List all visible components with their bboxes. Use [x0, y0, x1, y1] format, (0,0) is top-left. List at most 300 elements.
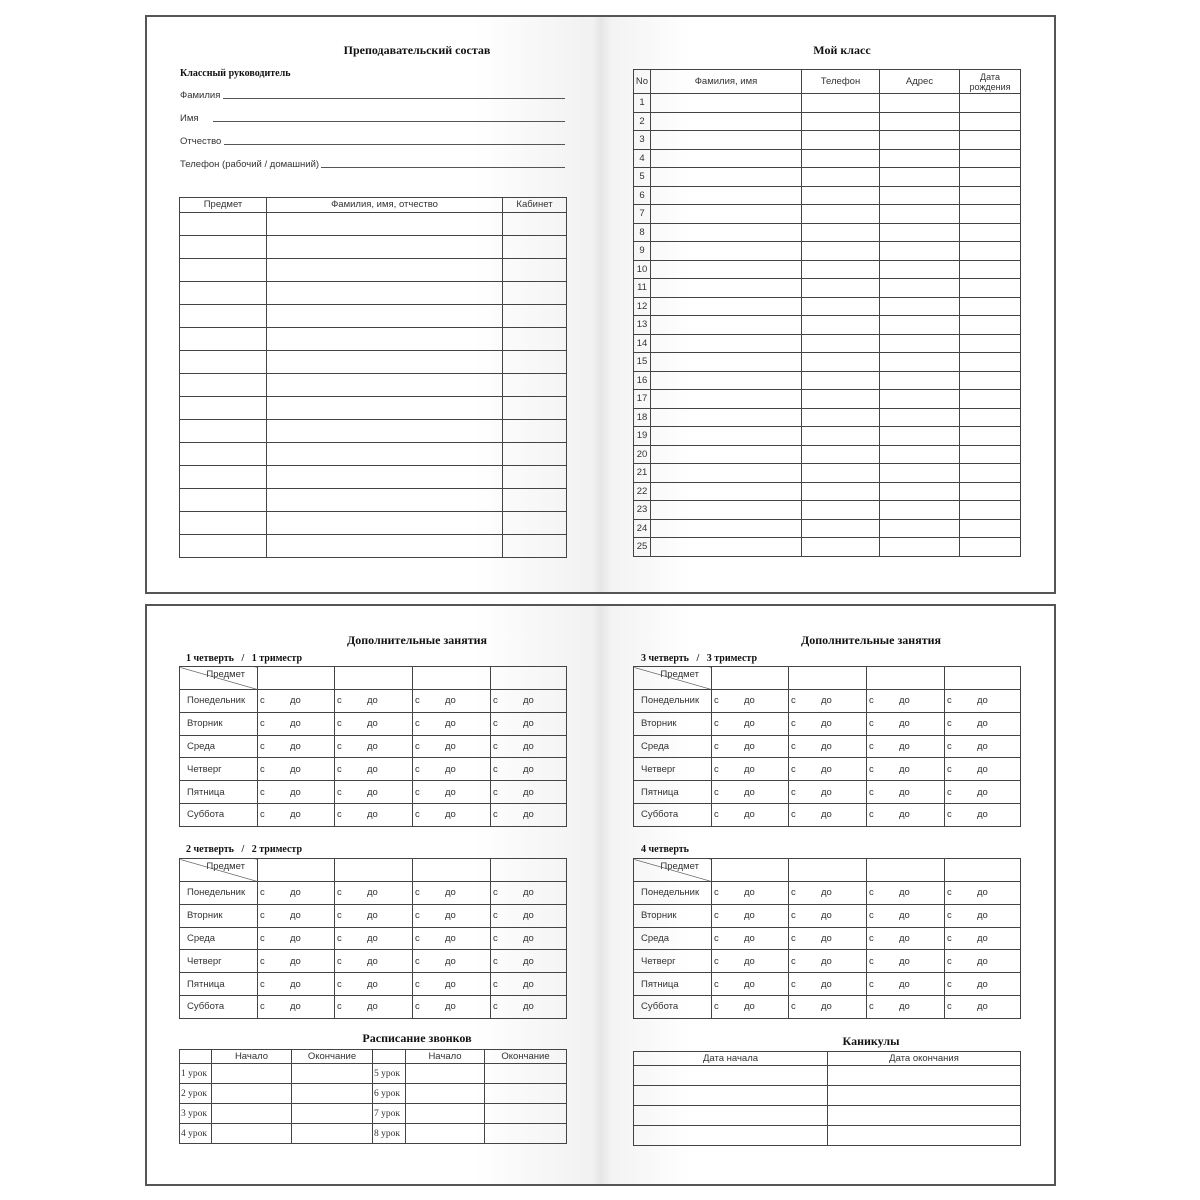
time-cell[interactable]	[491, 735, 567, 758]
teacher-subject-cell[interactable]	[180, 397, 267, 420]
student-birthdate-cell[interactable]	[960, 205, 1021, 224]
time-cell[interactable]	[258, 973, 335, 996]
student-name-cell[interactable]	[651, 94, 802, 113]
time-cell[interactable]	[413, 781, 491, 804]
time-cell[interactable]	[789, 950, 867, 973]
time-cell[interactable]	[712, 950, 789, 973]
teacher-name-cell[interactable]	[267, 213, 503, 236]
student-name-cell[interactable]	[651, 464, 802, 483]
time-cell[interactable]	[413, 690, 491, 713]
time-cell[interactable]	[945, 803, 1021, 826]
teacher-name-cell[interactable]	[267, 397, 503, 420]
teacher-room-cell[interactable]	[503, 374, 567, 397]
teacher-name-cell[interactable]	[267, 535, 503, 558]
student-phone-cell[interactable]	[802, 334, 880, 353]
time-cell[interactable]	[258, 882, 335, 905]
time-cell[interactable]	[789, 995, 867, 1018]
subject-label: Предмет	[206, 669, 245, 680]
to-label: до	[445, 1001, 456, 1013]
student-name-cell[interactable]	[651, 186, 802, 205]
from-label: с	[493, 786, 498, 798]
time-cell[interactable]	[413, 904, 491, 927]
student-name-cell[interactable]	[651, 427, 802, 446]
time-cell[interactable]	[258, 781, 335, 804]
subject-name-cell[interactable]	[712, 667, 789, 690]
student-address-cell[interactable]	[880, 353, 960, 372]
time-range	[260, 695, 334, 706]
to-label: до	[523, 1001, 534, 1013]
subject-name-cell[interactable]	[413, 667, 491, 690]
student-phone-cell[interactable]	[802, 482, 880, 501]
time-range	[791, 979, 866, 990]
time-cell[interactable]	[258, 950, 335, 973]
student-name-cell[interactable]	[651, 538, 802, 557]
student-address-cell[interactable]	[880, 279, 960, 298]
student-phone-cell[interactable]	[802, 316, 880, 335]
time-cell[interactable]	[867, 927, 945, 950]
holiday-start-cell[interactable]	[634, 1126, 828, 1146]
time-cell[interactable]	[335, 904, 413, 927]
student-phone-cell[interactable]	[802, 131, 880, 150]
time-cell[interactable]	[867, 690, 945, 713]
student-address-cell[interactable]	[880, 223, 960, 242]
teacher-subject-cell[interactable]	[180, 305, 267, 328]
student-address-cell[interactable]	[880, 260, 960, 279]
time-cell[interactable]	[413, 803, 491, 826]
time-cell[interactable]	[712, 690, 789, 713]
time-cell[interactable]	[712, 882, 789, 905]
day-row	[634, 995, 1021, 1018]
teacher-subject-cell[interactable]	[180, 213, 267, 236]
holiday-end-cell[interactable]	[828, 1126, 1021, 1146]
time-cell[interactable]	[867, 995, 945, 1018]
time-cell[interactable]	[789, 973, 867, 996]
subject-name-cell[interactable]	[867, 667, 945, 690]
time-cell[interactable]	[413, 927, 491, 950]
student-birthdate-cell[interactable]	[960, 353, 1021, 372]
time-cell[interactable]	[712, 735, 789, 758]
time-cell[interactable]	[945, 882, 1021, 905]
time-cell[interactable]	[867, 781, 945, 804]
student-address-cell[interactable]	[880, 334, 960, 353]
bell-start-cell[interactable]	[212, 1084, 292, 1104]
time-cell[interactable]	[258, 735, 335, 758]
time-cell[interactable]	[413, 950, 491, 973]
student-birthdate-cell[interactable]	[960, 408, 1021, 427]
student-birthdate-cell[interactable]	[960, 334, 1021, 353]
time-cell[interactable]	[789, 690, 867, 713]
time-cell[interactable]	[867, 950, 945, 973]
student-phone-cell[interactable]	[802, 94, 880, 113]
bell-end-cell[interactable]	[485, 1124, 567, 1144]
time-cell[interactable]	[712, 712, 789, 735]
time-cell[interactable]	[413, 735, 491, 758]
student-birthdate-cell[interactable]	[960, 223, 1021, 242]
time-cell[interactable]	[945, 973, 1021, 996]
student-phone-cell[interactable]	[802, 205, 880, 224]
student-birthdate-cell[interactable]	[960, 464, 1021, 483]
student-name-cell[interactable]	[651, 371, 802, 390]
time-cell[interactable]	[335, 803, 413, 826]
time-cell[interactable]	[867, 803, 945, 826]
time-cell[interactable]	[789, 904, 867, 927]
holiday-start-cell[interactable]	[634, 1086, 828, 1106]
student-address-cell[interactable]	[880, 112, 960, 131]
subject-name-cell[interactable]	[867, 859, 945, 882]
time-cell[interactable]	[258, 803, 335, 826]
bell-end-cell[interactable]	[485, 1084, 567, 1104]
time-cell[interactable]	[335, 927, 413, 950]
time-cell[interactable]	[867, 712, 945, 735]
teacher-subject-cell[interactable]	[180, 259, 267, 282]
time-cell[interactable]	[789, 735, 867, 758]
teacher-room-cell[interactable]	[503, 213, 567, 236]
time-cell[interactable]	[945, 781, 1021, 804]
student-name-cell[interactable]	[651, 390, 802, 409]
time-cell[interactable]	[258, 758, 335, 781]
student-address-cell[interactable]	[880, 519, 960, 538]
student-name-cell[interactable]	[651, 260, 802, 279]
student-address-cell[interactable]	[880, 131, 960, 150]
time-cell[interactable]	[712, 973, 789, 996]
student-phone-cell[interactable]	[802, 242, 880, 261]
teacher-name-cell[interactable]	[267, 443, 503, 466]
time-cell[interactable]	[867, 973, 945, 996]
field-line-patronymic[interactable]	[224, 144, 565, 145]
row-number: 3	[634, 131, 651, 150]
student-address-cell[interactable]	[880, 482, 960, 501]
time-cell[interactable]	[491, 712, 567, 735]
subject-name-cell[interactable]	[335, 859, 413, 882]
time-cell[interactable]	[258, 712, 335, 735]
student-birthdate-cell[interactable]	[960, 482, 1021, 501]
time-cell[interactable]	[335, 995, 413, 1018]
time-cell[interactable]	[945, 904, 1021, 927]
student-address-cell[interactable]	[880, 205, 960, 224]
time-cell[interactable]	[413, 995, 491, 1018]
time-cell[interactable]	[712, 927, 789, 950]
subject-name-cell[interactable]	[413, 859, 491, 882]
student-address-cell[interactable]	[880, 186, 960, 205]
student-address-cell[interactable]	[880, 538, 960, 557]
time-cell[interactable]	[413, 973, 491, 996]
student-name-cell[interactable]	[651, 445, 802, 464]
teacher-room-cell[interactable]	[503, 282, 567, 305]
time-cell[interactable]	[335, 882, 413, 905]
student-phone-cell[interactable]	[802, 427, 880, 446]
student-phone-cell[interactable]	[802, 390, 880, 409]
field-line-surname[interactable]	[223, 98, 565, 99]
subject-name-cell[interactable]	[945, 667, 1021, 690]
subject-name-cell[interactable]	[258, 667, 335, 690]
student-birthdate-cell[interactable]	[960, 390, 1021, 409]
teacher-room-cell[interactable]	[503, 328, 567, 351]
student-name-cell[interactable]	[651, 223, 802, 242]
time-cell[interactable]	[945, 735, 1021, 758]
time-cell[interactable]	[945, 995, 1021, 1018]
time-cell[interactable]	[491, 950, 567, 973]
teacher-subject-cell[interactable]	[180, 466, 267, 489]
bell-end-cell[interactable]	[292, 1104, 373, 1124]
time-cell[interactable]	[335, 712, 413, 735]
time-cell[interactable]	[335, 950, 413, 973]
bell-end-cell[interactable]	[292, 1084, 373, 1104]
student-name-cell[interactable]	[651, 482, 802, 501]
teacher-name-cell[interactable]	[267, 282, 503, 305]
holiday-end-cell[interactable]	[828, 1086, 1021, 1106]
student-birthdate-cell[interactable]	[960, 371, 1021, 390]
student-name-cell[interactable]	[651, 242, 802, 261]
student-name-cell[interactable]	[651, 279, 802, 298]
time-cell[interactable]	[491, 995, 567, 1018]
teacher-name-cell[interactable]	[267, 259, 503, 282]
student-name-cell[interactable]	[651, 519, 802, 538]
student-name-cell[interactable]	[651, 205, 802, 224]
student-phone-cell[interactable]	[802, 112, 880, 131]
student-phone-cell[interactable]	[802, 297, 880, 316]
student-name-cell[interactable]	[651, 408, 802, 427]
time-cell[interactable]	[413, 712, 491, 735]
student-name-cell[interactable]	[651, 149, 802, 168]
student-address-cell[interactable]	[880, 427, 960, 446]
student-birthdate-cell[interactable]	[960, 168, 1021, 187]
time-cell[interactable]	[335, 735, 413, 758]
schedule-q2	[179, 858, 567, 1019]
student-birthdate-cell[interactable]	[960, 186, 1021, 205]
teacher-room-cell[interactable]	[503, 512, 567, 535]
time-cell[interactable]	[491, 882, 567, 905]
student-birthdate-cell[interactable]	[960, 112, 1021, 131]
student-phone-cell[interactable]	[802, 279, 880, 298]
subject-name-cell[interactable]	[712, 859, 789, 882]
time-cell[interactable]	[258, 995, 335, 1018]
student-name-cell[interactable]	[651, 168, 802, 187]
student-address-cell[interactable]	[880, 390, 960, 409]
bell-start-cell[interactable]	[406, 1064, 485, 1084]
teacher-name-cell[interactable]	[267, 328, 503, 351]
subject-name-cell[interactable]	[491, 667, 567, 690]
student-address-cell[interactable]	[880, 501, 960, 520]
teacher-name-cell[interactable]	[267, 374, 503, 397]
time-cell[interactable]	[491, 690, 567, 713]
time-cell[interactable]	[867, 758, 945, 781]
time-cell[interactable]	[789, 803, 867, 826]
row-number: 21	[634, 464, 651, 483]
student-name-cell[interactable]	[651, 353, 802, 372]
time-cell[interactable]	[491, 927, 567, 950]
teacher-name-cell[interactable]	[267, 489, 503, 512]
teacher-name-cell[interactable]	[267, 512, 503, 535]
teacher-name-cell[interactable]	[267, 351, 503, 374]
student-phone-cell[interactable]	[802, 445, 880, 464]
teacher-subject-cell[interactable]	[180, 236, 267, 259]
time-cell[interactable]	[413, 882, 491, 905]
time-cell[interactable]	[258, 690, 335, 713]
teacher-room-cell[interactable]	[503, 236, 567, 259]
student-name-cell[interactable]	[651, 334, 802, 353]
student-address-cell[interactable]	[880, 168, 960, 187]
time-cell[interactable]	[335, 781, 413, 804]
subject-name-cell[interactable]	[789, 667, 867, 690]
student-phone-cell[interactable]	[802, 408, 880, 427]
student-birthdate-cell[interactable]	[960, 131, 1021, 150]
bell-start-cell[interactable]	[212, 1104, 292, 1124]
bell-start-cell[interactable]	[406, 1104, 485, 1124]
time-cell[interactable]	[258, 904, 335, 927]
bell-start-cell[interactable]	[406, 1124, 485, 1144]
time-cell[interactable]	[867, 735, 945, 758]
time-cell[interactable]	[491, 803, 567, 826]
subject-name-cell[interactable]	[945, 859, 1021, 882]
student-phone-cell[interactable]	[802, 353, 880, 372]
bell-end-cell[interactable]	[292, 1124, 373, 1144]
time-cell[interactable]	[491, 973, 567, 996]
time-cell[interactable]	[712, 758, 789, 781]
student-phone-cell[interactable]	[802, 538, 880, 557]
student-phone-cell[interactable]	[802, 168, 880, 187]
time-cell[interactable]	[712, 803, 789, 826]
teacher-name-cell[interactable]	[267, 466, 503, 489]
student-address-cell[interactable]	[880, 297, 960, 316]
student-birthdate-cell[interactable]	[960, 260, 1021, 279]
time-cell[interactable]	[712, 995, 789, 1018]
holiday-end-cell[interactable]	[828, 1106, 1021, 1126]
student-birthdate-cell[interactable]	[960, 538, 1021, 557]
bell-start-cell[interactable]	[212, 1064, 292, 1084]
teacher-subject-cell[interactable]	[180, 443, 267, 466]
student-phone-cell[interactable]	[802, 149, 880, 168]
teacher-room-cell[interactable]	[503, 489, 567, 512]
holiday-start-cell[interactable]	[634, 1106, 828, 1126]
teacher-room-cell[interactable]	[503, 305, 567, 328]
student-phone-cell[interactable]	[802, 501, 880, 520]
to-label: до	[445, 695, 456, 707]
student-address-cell[interactable]	[880, 371, 960, 390]
time-cell[interactable]	[491, 904, 567, 927]
time-cell[interactable]	[789, 882, 867, 905]
student-name-cell[interactable]	[651, 316, 802, 335]
time-cell[interactable]	[491, 781, 567, 804]
bell-end-cell[interactable]	[485, 1064, 567, 1084]
time-cell[interactable]	[258, 927, 335, 950]
time-cell[interactable]	[491, 758, 567, 781]
col-header-name: Фамилия, имя	[651, 70, 802, 94]
subject-name-cell[interactable]	[491, 859, 567, 882]
student-birthdate-cell[interactable]	[960, 445, 1021, 464]
time-cell[interactable]	[867, 904, 945, 927]
teacher-room-cell[interactable]	[503, 259, 567, 282]
time-cell[interactable]	[712, 781, 789, 804]
teacher-room-cell[interactable]	[503, 397, 567, 420]
holiday-start-cell[interactable]	[634, 1066, 828, 1086]
student-name-cell[interactable]	[651, 112, 802, 131]
student-phone-cell[interactable]	[802, 464, 880, 483]
subject-name-cell[interactable]	[258, 859, 335, 882]
time-cell[interactable]	[945, 927, 1021, 950]
student-name-cell[interactable]	[651, 501, 802, 520]
student-birthdate-cell[interactable]	[960, 279, 1021, 298]
teacher-name-cell[interactable]	[267, 420, 503, 443]
field-line-phone[interactable]	[321, 167, 565, 168]
teacher-room-cell[interactable]	[503, 351, 567, 374]
time-cell[interactable]	[789, 927, 867, 950]
teacher-subject-cell[interactable]	[180, 420, 267, 443]
time-range	[869, 979, 944, 990]
teacher-subject-cell[interactable]	[180, 282, 267, 305]
teacher-name-cell[interactable]	[267, 305, 503, 328]
time-cell[interactable]	[945, 690, 1021, 713]
field-line-name[interactable]	[213, 121, 565, 122]
student-birthdate-cell[interactable]	[960, 519, 1021, 538]
teacher-room-cell[interactable]	[503, 535, 567, 558]
teacher-subject-cell[interactable]	[180, 374, 267, 397]
time-cell[interactable]	[335, 973, 413, 996]
time-range	[947, 787, 1020, 798]
subject-name-cell[interactable]	[335, 667, 413, 690]
time-cell[interactable]	[335, 758, 413, 781]
bell-end-cell[interactable]	[292, 1064, 373, 1084]
time-cell[interactable]	[945, 712, 1021, 735]
student-birthdate-cell[interactable]	[960, 149, 1021, 168]
teacher-subject-cell[interactable]	[180, 512, 267, 535]
time-cell[interactable]	[335, 690, 413, 713]
bell-start-cell[interactable]	[212, 1124, 292, 1144]
student-address-cell[interactable]	[880, 464, 960, 483]
holiday-end-cell[interactable]	[828, 1066, 1021, 1086]
student-birthdate-cell[interactable]	[960, 316, 1021, 335]
teacher-subject-cell[interactable]	[180, 351, 267, 374]
time-cell[interactable]	[867, 882, 945, 905]
student-birthdate-cell[interactable]	[960, 427, 1021, 446]
teacher-subject-cell[interactable]	[180, 489, 267, 512]
teacher-room-cell[interactable]	[503, 420, 567, 443]
student-birthdate-cell[interactable]	[960, 297, 1021, 316]
time-cell[interactable]	[789, 758, 867, 781]
student-name-cell[interactable]	[651, 131, 802, 150]
student-phone-cell[interactable]	[802, 260, 880, 279]
time-cell[interactable]	[945, 758, 1021, 781]
student-address-cell[interactable]	[880, 94, 960, 113]
student-address-cell[interactable]	[880, 242, 960, 261]
bell-row	[180, 1084, 567, 1104]
subject-name-cell[interactable]	[789, 859, 867, 882]
teacher-room-cell[interactable]	[503, 443, 567, 466]
student-address-cell[interactable]	[880, 149, 960, 168]
teacher-subject-cell[interactable]	[180, 328, 267, 351]
student-phone-cell[interactable]	[802, 371, 880, 390]
time-cell[interactable]	[712, 904, 789, 927]
teacher-name-cell[interactable]	[267, 236, 503, 259]
time-cell[interactable]	[945, 950, 1021, 973]
bell-end-cell[interactable]	[485, 1104, 567, 1124]
student-address-cell[interactable]	[880, 408, 960, 427]
bell-start-cell[interactable]	[406, 1084, 485, 1104]
teacher-room-cell[interactable]	[503, 466, 567, 489]
student-phone-cell[interactable]	[802, 223, 880, 242]
time-cell[interactable]	[789, 781, 867, 804]
time-cell[interactable]	[413, 758, 491, 781]
student-birthdate-cell[interactable]	[960, 501, 1021, 520]
student-phone-cell[interactable]	[802, 186, 880, 205]
student-name-cell[interactable]	[651, 297, 802, 316]
student-address-cell[interactable]	[880, 445, 960, 464]
time-cell[interactable]	[789, 712, 867, 735]
student-phone-cell[interactable]	[802, 519, 880, 538]
student-address-cell[interactable]	[880, 316, 960, 335]
student-birthdate-cell[interactable]	[960, 242, 1021, 261]
teacher-subject-cell[interactable]	[180, 535, 267, 558]
student-birthdate-cell[interactable]	[960, 94, 1021, 113]
